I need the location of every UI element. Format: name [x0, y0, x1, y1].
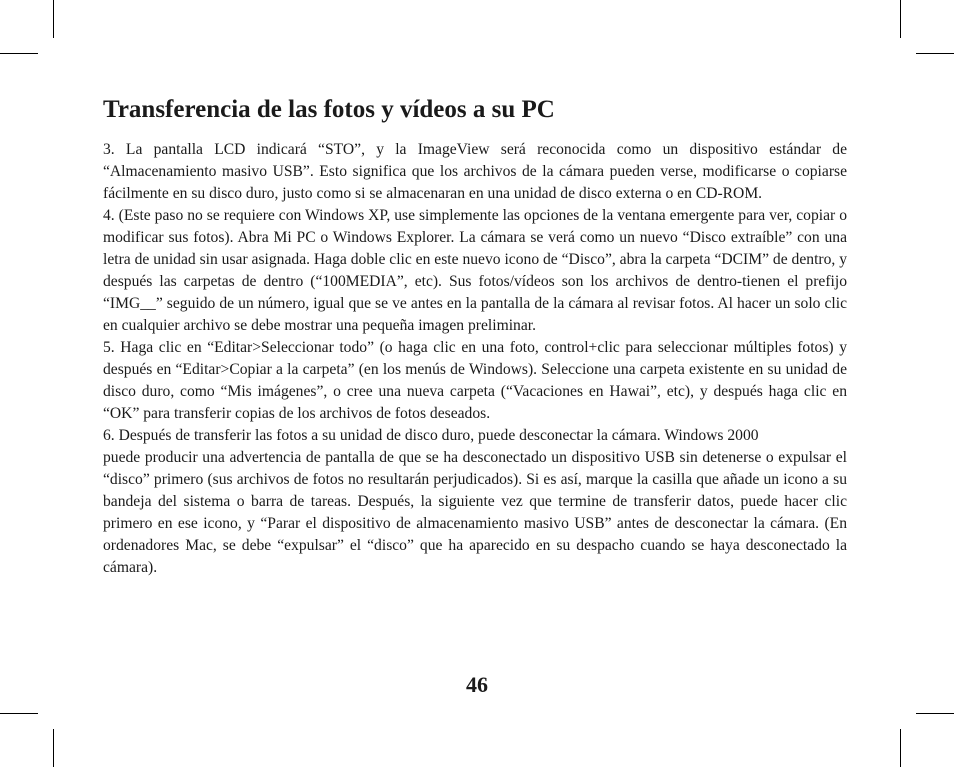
- crop-mark-top-right-horizontal: [916, 53, 954, 54]
- crop-mark-bottom-right-horizontal: [916, 713, 954, 714]
- crop-mark-top-left-horizontal: [0, 53, 38, 54]
- crop-mark-bottom-right-vertical: [900, 729, 901, 767]
- paragraph-step-4: 4. (Este paso no se requiere con Windows XP, use simplemente las opciones de la ventana emergente para ver, copiar o modificar sus fotos). Abra Mi PC o Windows Explorer. La cámara se verá como un nuevo “Disco extraíble” con una letra de unidad sin usar asignada. Haga doble clic en este nuevo icono de “Disco”, abra la carpeta “DCIM” de dentro, y después las carpetas de dentro (“100MEDIA”, etc). Sus fotos/vídeos son los archivos de dentro-tienen el prefijo “IMG__” seguido de un número, igual que se ve antes en la pantalla de la cámara al revisar fotos. Al hacer un solo clic en cualquier archivo se debe mostrar una pequeña imagen preliminar.: [103, 207, 847, 334]
- body-text: [103, 139, 847, 579]
- crop-mark-bottom-left-horizontal: [0, 713, 38, 714]
- paragraph-step-6: 6. Después de transferir las fotos a su unidad de disco duro, puede desconectar la cámara. Windows 2000: [103, 427, 759, 444]
- crop-mark-bottom-left-vertical: [53, 729, 54, 767]
- crop-mark-top-left-vertical: [53, 0, 54, 38]
- page-title: Transferencia de las fotos y vídeos a su PC: [103, 96, 555, 123]
- page-number: 46: [466, 672, 488, 697]
- paragraph-step-6-continued: puede producir una advertencia de pantalla de que se ha desconectado un dispositivo USB sin detenerse o expulsar el “disco” primero (sus archivos de fotos no resultarán perjudicados). Si es así, marque la casilla que añade un icono a su bandeja del sistema o barra de tareas. Después, la siguiente vez que termine de transferir datos, puede hacer clic primero en ese icono, y “Parar el dispositivo de almacenamiento masivo USB” antes de desconectar la cámara. (En ordenadores Mac, se debe “expulsar” el “disco” que ha aparecido en su despacho cuando se haya desconectado la cámara).: [103, 449, 847, 576]
- paragraph-step-3: 3. La pantalla LCD indicará “STO”, y la ImageView será reconocida como un dispositivo estándar de “Almacenamiento masivo USB”. Esto significa que los archivos de la cámara pueden verse, modificarse o copiarse fácilmente en su disco duro, justo como si se almacenaran en una unidad de disco externa o en CD-ROM.: [103, 141, 847, 202]
- crop-mark-top-right-vertical: [900, 0, 901, 38]
- paragraph-step-5: 5. Haga clic en “Editar>Seleccionar todo” (o haga clic en una foto, control+clic para seleccionar múltiples fotos) y después en “Editar>Copiar a la carpeta” (en los menús de Windows). Seleccione una carpeta existente en su unidad de disco duro, como “Mis imágenes”, o cree una nueva carpeta (“Vacaciones en Hawai”, etc), y después haga clic en “OK” para transferir copias de los archivos de fotos deseados.: [103, 339, 847, 422]
